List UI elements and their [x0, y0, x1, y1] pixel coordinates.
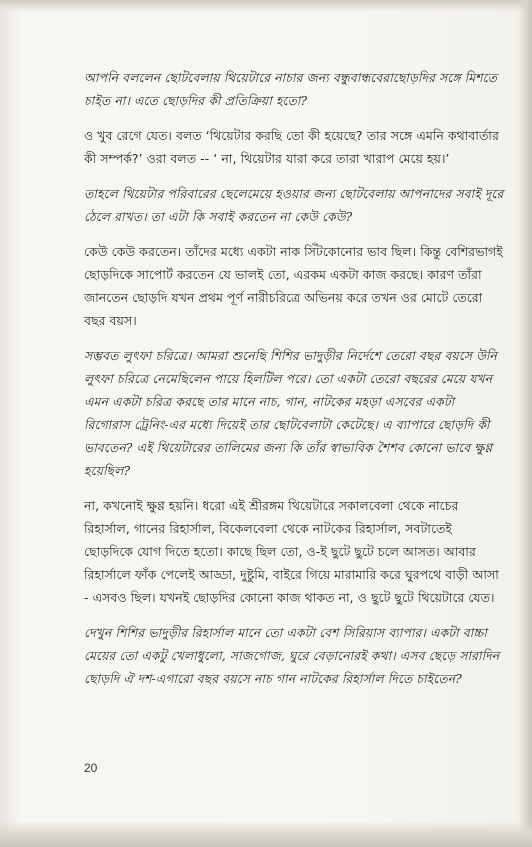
page-top-edge-shadow — [0, 0, 532, 12]
interview-text-block — [84, 66, 504, 702]
question-paragraph: আপনি বললেন ছোটবেলায় থিয়েটারে নাচার জন্য বন্ধুবান্ধবেরাছোড়দির সঙ্গে মিশতে চাইত না। এতে ছোড়দির কী প্রতিক্রিয়া হতো? — [84, 70, 497, 108]
page-bottom-edge-shadow — [0, 821, 532, 847]
question-paragraph: তাহলে থিয়েটার পরিবারের ছেলেমেয়ে হওয়ার জন্য ছোটবেলায় আপনাদের সবাই দূরে ঠেলে রাখত। তা এটা কি সবাই করতেন না কেউ কেউ? — [84, 186, 504, 224]
question-paragraph: সম্ভবত লুৎফা চরিত্রে। আমরা শুনেছি শিশির ভাদুড়ীর নির্দেশে তেরো বছর বয়সে উনি লুৎফা চরিত্রে নেমেছিলেন পায়ে হিলটিল পরে। তো একটা তেরো বছরের মেয়ে যখন এমন একটা চরিত্র করছে তার মানে নাচ, গান, নাটকের মহড়া এসবের একটা রিগোরাস ট্রেনিং-এর মধ্যে দিয়েই তার ছোটবেলাটা কেটেছে। এ ব্যাপারে ছোড়দি কী ভাবতেন? এই থিয়েটারের তালিমের জন্য কি তাঁর স্বাভাবিক শৈশব কোনো ভাবে ক্ষুণ্ণ হয়েছিল? — [84, 348, 497, 478]
answer-paragraph: না, কখনোই ক্ষুণ্ণ হয়নি। ধরো এই শ্রীরঙ্গম থিয়েটারে সকালবেলা থেকে নাচের রিহার্সাল, গানের রিহার্সাল, বিকেলবেলা থেকে নাটকের রিহার্সাল, সবটাতেই ছোড়দিকে যোগ দিতে হতো। কাছে ছিল তো, ও-ই ছুটে ছুটে চলে আসত। আবার রিহার্সালে ফাঁক পেলেই আড্ডা, দুষ্টুমি, বাইরে গিয়ে মারামারি করে ঘুরপথে বাড়ী আসা - এসবও ছিল। যখনই ছোড়দির কোনো কাজ থাকত না, ও ছুটে ছুটে থিয়েটারে যেত। — [84, 498, 499, 605]
page-number: 20 — [84, 761, 98, 775]
answer-paragraph: ও খুব রেগে যেত। বলত ‘থিয়েটার করছি তো কী হয়েছে? তার সঙ্গে এমনি কথাবার্তার কী সম্পর্ক?’ ওরা বলত -- ‘ না, থিয়েটার যারা করে তারা খারাপ মেয়ে হয়।’ — [84, 128, 499, 166]
question-paragraph: দেখুন শিশির ভাদুড়ীর রিহার্সাল মানে তো একটা বেশ সিরিয়াস ব্যাপার। একটা বাচ্চা মেয়ের তো একটু খেলাধুলো, সাজগোজ, ঘুরে বেড়ানোরই কথা। এসব ছেড়ে সারাদিন ছোড়দি ঐ দশ-এগারো বছর বয়সে নাচ গান নাটকের রিহার্সাল দিতে চাইতেন? — [84, 625, 500, 686]
answer-paragraph: কেউ কেউ করতেন। তাঁদের মধ্যে একটা নাক সিঁটকোনোর ভাব ছিল। কিন্তু বেশিরভাগই ছোড়দিকে সাপোর্ট করতেন যে ভালই তো, এরকম একটা কাজ করছে। কারণ তাঁরা জানতেন ছোড়দি যখন প্রথম পূর্ণ নারীচরিত্রে অভিনয় করে তখন ওর মোটে তেরো বছর বয়স। — [84, 244, 503, 328]
page-right-edge-shadow — [518, 0, 532, 847]
